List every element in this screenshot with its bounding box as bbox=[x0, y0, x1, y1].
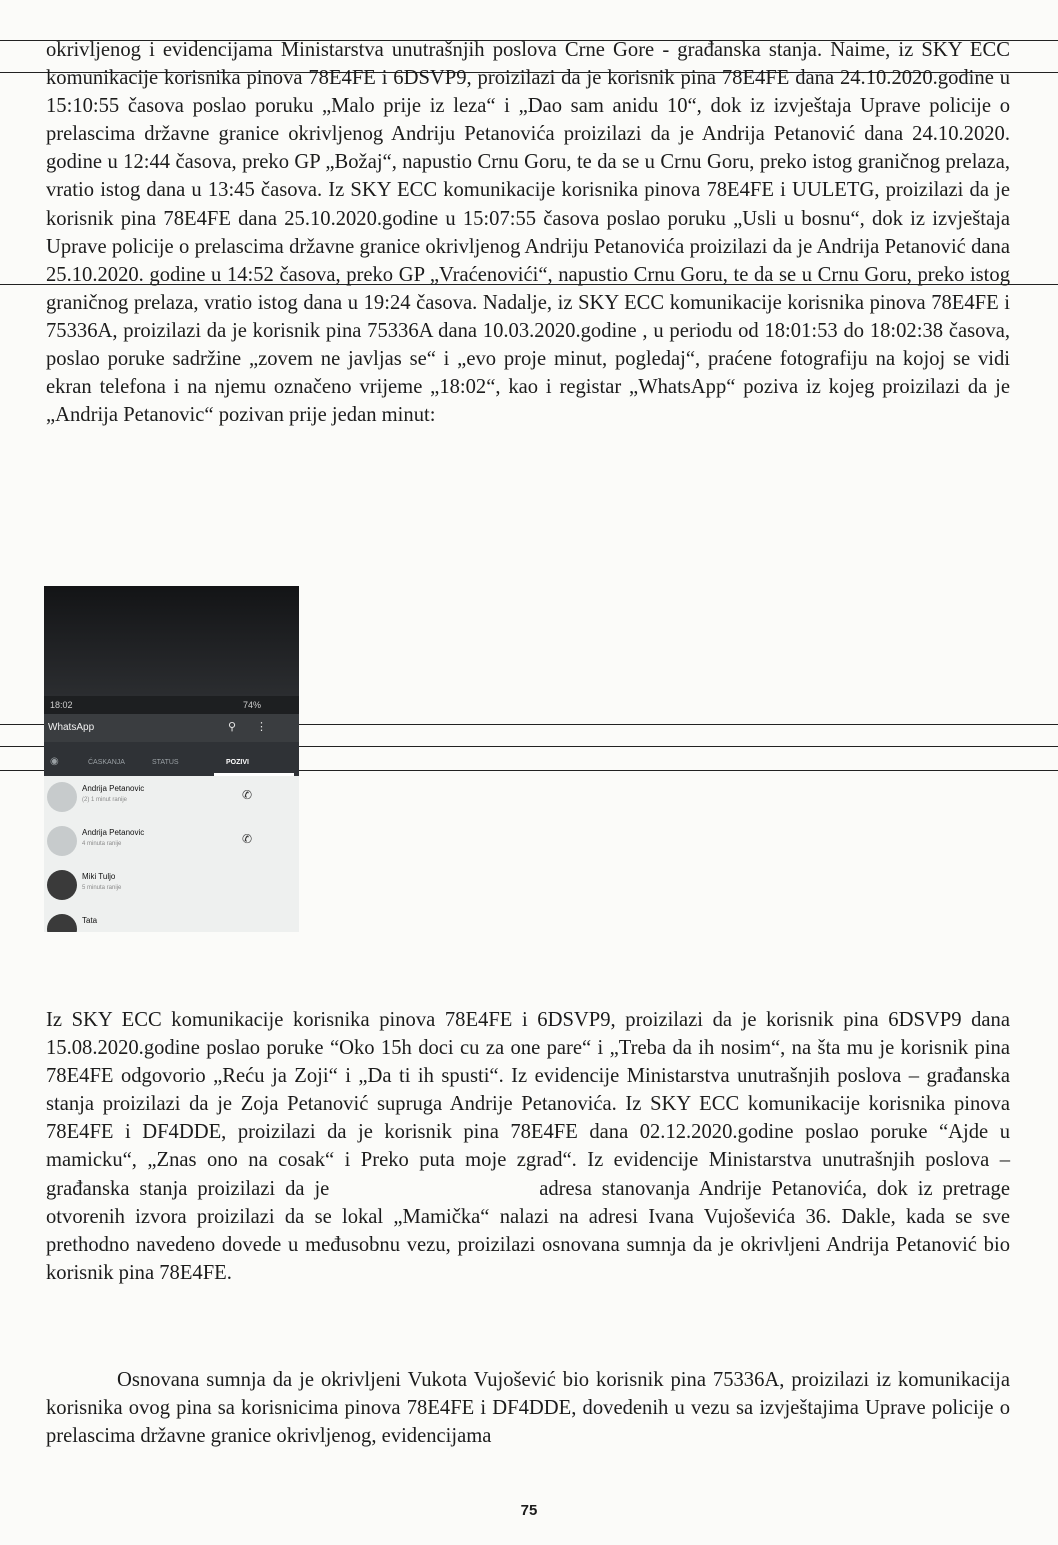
contact-name: Miki Tuljo bbox=[82, 872, 116, 881]
avatar bbox=[47, 870, 77, 900]
status-bar bbox=[44, 696, 299, 714]
avatar bbox=[47, 914, 77, 932]
page-number: 75 bbox=[520, 1502, 538, 1519]
tabs-bar bbox=[44, 742, 299, 776]
contact-name: Tata bbox=[82, 916, 98, 925]
paragraph-2 bbox=[46, 1006, 1010, 1287]
paragraph-2-end: adresa stanovanja Andrije Petanovića, dok iz pretrage otvorenih izvora proizilazi da se lokal „Mamička“ nalazi na adresi Ivana Vujoševića 36. Dakle, kada se sve prethodno navedeno dovede u međusobnu vezu, proizilazi osnovana sumnja da je okrivljeni Andrija Petanović bio korisnik pina 78E4FE. bbox=[46, 1177, 1010, 1284]
list-item bbox=[44, 820, 299, 864]
avatar bbox=[47, 826, 77, 856]
call-time: 4 minuta ranije bbox=[82, 841, 122, 847]
call-list bbox=[44, 776, 299, 932]
contact-name: Andrija Petanovic bbox=[82, 828, 145, 837]
app-bar bbox=[44, 714, 299, 742]
app-title: WhatsApp bbox=[48, 722, 95, 733]
contact-name: Andrija Petanovic bbox=[82, 784, 145, 793]
phone-dark-area bbox=[44, 586, 299, 696]
tab-chats: ĆASKANJA bbox=[88, 759, 125, 766]
list-item bbox=[44, 908, 299, 932]
list-item bbox=[44, 776, 299, 820]
paragraph-3: Osnovana sumnja da je okrivljeni Vukota Vujošević bio korisnik pina 75336A, proizilazi iz komunikacija korisnika ovog pina sa korisnicima pinova 78E4FE i DF4DDE, dovedenih u vezu sa izvještajima Uprave policije o prelascima državne granice okrivljenog, evidencijama bbox=[46, 1369, 1010, 1448]
call-time: 5 minuta ranije bbox=[82, 885, 122, 891]
phone-icon: ✆ bbox=[242, 788, 253, 802]
paragraph-1: okrivljenog i evidencijama Ministarstva unutrašnjih poslova Crne Gore - građanska stanja. Naime, iz SKY ECC komunikacije korisnika pinova 78E4FE i 6DSVP9, proizilazi da je korisnik pina 78E4FE dana 24.10.2020.godine u 15:10:55 časova poslao poruku „Malo prije iz leza“ i „Dao sam anidu 10“, dok iz izvještaja Uprave policije o prelascima državne granice okrivljenog Andriju Petanovića proizilazi da je Andrija Petanović dana 24.10.2020. godine u 12:44 časova, preko GP „Božaj“, napustio Crnu Goru, te da se u Crnu Goru, preko istog graničnog prelaza, vratio istog dana u 13:45 časova. Iz SKY ECC komunikacije korisnika pinova 78E4FE i UULETG, proizilazi da je korisnik pina 78E4FE dana 25.10.2020.godine u 15:07:55 časova poslao poruku „Usli u bosnu“, dok iz izvještaja Uprave policije o prelascima državne granice okrivljenog Andriju Petanovića proizilazi da je Andrija Petanović dana 25.10.2020. godine u 14:52 časova, preko GP „Vraćenovići“, napustio Crnu Goru, te da se u Crnu Goru, preko istog graničnog prelaza, vratio istog dana u 19:24 časova. Nadalje, iz SKY ECC komunikacije korisnika pinova 78E4FE i 75336A, proizilazi da je korisnik pina 75336A dana 10.03.2020.godine , u periodu od 18:01:53 do 18:02:38 časova, poslao poruke sadržine „zovem ne javljas se“ i „evo proje minut, pogledaj“, praćene fotografiju na kojoj se vidi ekran telefona i na njemu označeno vrijeme „18:02“, kao i registar „WhatsApp“ poziva iz kojeg proizilazi da je „Andrija Petanovic“ pozivan prije jedan minut: bbox=[46, 39, 1010, 427]
avatar bbox=[47, 782, 77, 812]
whatsapp-screenshot bbox=[44, 586, 299, 932]
call-time: (2) 1 minut ranije bbox=[82, 797, 128, 803]
battery-status: 74% bbox=[242, 700, 261, 710]
more-menu-icon: ⋮ bbox=[256, 721, 267, 733]
paragraph-2-start: Iz SKY ECC komunikacije korisnika pinova 78E4FE i 6DSVP9, proizilazi da je korisnik pina 6DSVP9 dana 15.08.2020.godine poslao poruke “Oko 15h doci cu za one pare“ i „Treba da ih nosim“, na šta mu je korisnik pina 78E4FE odgovorio „Reću ja Zoji“ i „Da ti ih spusti“. Iz evidencije Ministarstva unutrašnjih poslova – građanska stanja proizilazi da je Zoja Petanović supruga Andrije Petanovića. Iz SKY ECC komunikacije korisnika pinova 78E4FE i DF4DDE, proizilazi da je korisnik pina 78E4FE dana 02.12.2020.godine poslao poruke “Ajde u mamicku“, „Znas ono na cosak“ i Preko puta moje zgrad“. Iz evidencije Ministarstva unutrašnjih poslova – građanska stanja proizilazi da je bbox=[46, 1009, 1010, 1200]
status-time: 18:02 bbox=[50, 700, 73, 710]
camera-icon: ◉ bbox=[50, 756, 59, 767]
phone-icon: ✆ bbox=[242, 832, 253, 846]
tab-calls: POZIVI bbox=[226, 759, 249, 766]
tab-status: STATUS bbox=[152, 759, 179, 766]
search-icon: ⚲ bbox=[228, 721, 237, 733]
list-item bbox=[44, 864, 299, 908]
